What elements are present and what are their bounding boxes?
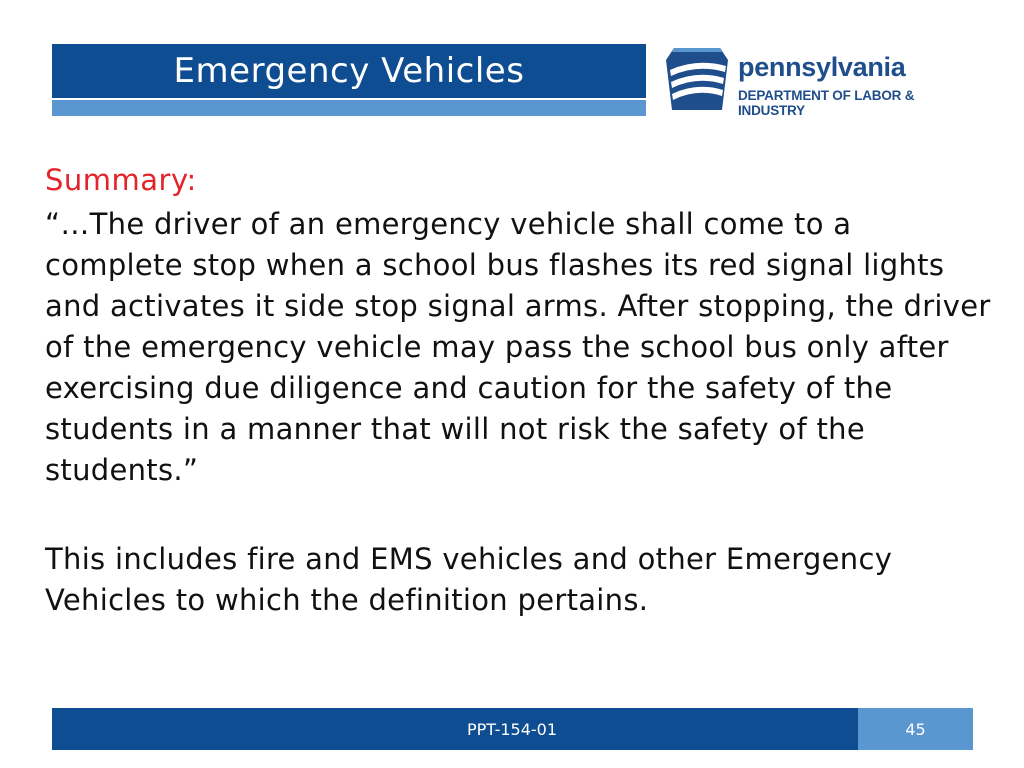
summary-heading: Summary: <box>45 163 197 197</box>
logo-department: DEPARTMENT OF LABOR & INDUSTRY <box>738 88 915 118</box>
slide-title: Emergency Vehicles <box>173 51 525 91</box>
logo-name: pennsylvania <box>738 52 906 82</box>
keystone-logo-icon <box>664 44 730 114</box>
summary-quote: “…The driver of an emergency vehicle shall come to a complete stop when a school bus flashes its red signal lights and activates it side stop signal arms. After stopping, the driver of the emergency vehicle may pass the school bus only after exercising due diligence and caution for the safety of the students in a manner that will not risk the safety of the students.” <box>45 207 991 487</box>
footer-code: PPT-154-01 <box>466 719 558 739</box>
title-underline <box>52 100 646 116</box>
slide-content <box>45 160 995 621</box>
pa-labor-industry-logo <box>664 44 984 118</box>
summary-note: This includes fire and EMS vehicles and other Emergency Vehicles to which the definition pertains. <box>45 542 893 617</box>
page-number: 45 <box>905 719 926 739</box>
